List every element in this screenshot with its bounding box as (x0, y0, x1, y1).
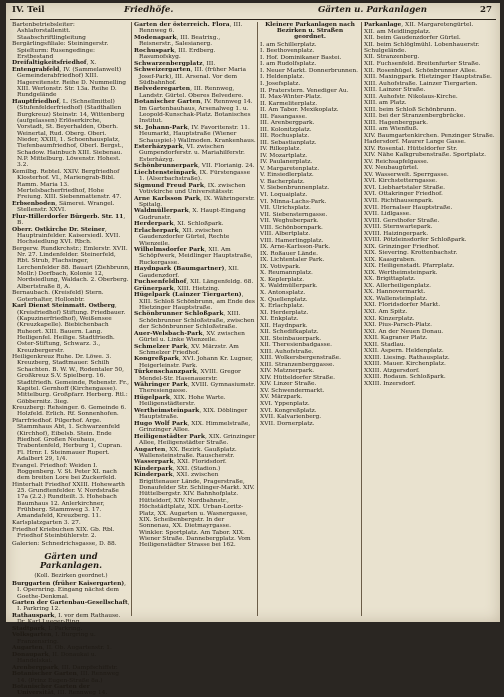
list-entry: XXII. Kagraner Platz. (364, 335, 428, 342)
list-entry: XIII. Auhofstraße. Lainzer Tiergarten. (364, 80, 478, 87)
list-entry: III. Rochusplatz. (260, 133, 310, 140)
list-entry: XIII. Stranzenberggasse. (260, 361, 335, 368)
list-entry: XI. Enkplatz. (260, 316, 299, 323)
list-entry: III. Arenbergpark. (260, 120, 315, 127)
list-entry: III. Kolonitzplatz. (260, 126, 312, 133)
list-entry: Flur-Hillerdorfer Bürgerb. Str. 11, B. (12, 212, 126, 226)
list-entry: II. Praterstern. Venediger Au. (260, 87, 349, 94)
list-entry: XXIII. Rodaun. Schloßpark. (364, 374, 446, 381)
list-entry: Waldmüllerpark, X. Haupt-Eingang Gudrunstr. (134, 207, 246, 221)
list-entry: XVI. Kongreßplatz. (260, 407, 317, 414)
list-entry: XVIII. Pötzleinsdorfer Schloßpark. (364, 237, 467, 244)
header-left-title: Friedhöfe. (124, 5, 174, 15)
page-number: 27 (480, 5, 492, 15)
list-entry: Schönbrunner Schloßpark, XIII. Schönbrunner Schloßstraße, zwischen der Schönbrunner Schloßstraße. (134, 310, 255, 331)
list-entry: XV. Schwendermarkt. (260, 387, 325, 394)
list-entry: XIV. Matznerpark. (260, 368, 315, 375)
list-entry: Bergerw. Rundkrchstr.; Emlerstr. XVII. Nr. 27. Lindenfelder. Steinerfeld, Rbt. Strub, Flachsinger, Lerchenfelder 88. Bauart (Ziehbrunn, Mollr.) Dorfbach, Kolonie 12, Nordsiedlung, Waldach. 2. Oberberg. Albertstraße 8, A. (12, 245, 130, 290)
list-entry: XVI. Liebhartstaler Straße. (364, 184, 446, 191)
list-entry: XVII. Dornerplatz. (260, 420, 315, 427)
list-entry: XIX. Heiligenstadt. Pfarrplatz. (364, 263, 455, 270)
list-entry: XIV. Rosental. Hütteldorfer Str. (364, 145, 458, 152)
list-entry: VII. Siebensterngasse. (260, 211, 328, 218)
list-entry: XIII. Hagenbergpark. (364, 119, 429, 126)
list-entry: XXIII. Inzersdorf. (364, 380, 416, 387)
list-entry: XXI. Kinzerplatz. (364, 315, 415, 322)
list-entry: Botanischer Garten, III. Rennweg 14. (Prinz Eugen-Straße 8a.) (12, 670, 120, 684)
list-entry: Entengrabfeld, IV. (Sammelanwelt) Gemeinderabfriedhof) XIII. Hagereitenstr. Reihe D. Nummelling XIII. Werlonstr. Str. 13a. Reihe D. Rundgelände (12, 65, 127, 99)
list-entry: Kemilbg. Rebtel. XXIV. Bergfriedhof Klosterhof. VI., Mariengrab-Bibl. Ramm. Maria 13. Mertelsbacherfriedhof, Hohe Freiung. XIII. Siebenmattenstr. 47. (12, 168, 122, 201)
list-entry: V. Margaretenplatz. (260, 165, 320, 172)
list-entry: Volksgarten, I. Burgring u. Franzensring. (12, 631, 96, 645)
list-entry: XXI. Floridsdorfer Markt. (364, 302, 441, 309)
list-entry: Augarten, II. Ob. Augartenstr. 1. (12, 644, 112, 652)
list-entry: Wilhelmsdorfer Park, XII. Am Schöpfwerk, Meidlinger Hauptstraße, Ruckergasse. (134, 246, 253, 266)
list-entry: Wertheimsteinpark, XIX. Döblinger Hauptstraße. (134, 406, 248, 421)
column-district-parks (364, 22, 496, 616)
list-entry: Dreifaltigkeitsfriedhof, X. (12, 59, 97, 67)
list-entry: Wasserpark, XXI. Floridsdorf. (134, 458, 227, 466)
list-entry: IX. Votivpark. (260, 263, 301, 270)
garden-entries (12, 581, 130, 697)
list-entry: XV. Reichsapfelgasse. (364, 158, 429, 165)
list-entry: X. Reumannplatz. (260, 270, 313, 277)
list-entry: XIII. Auhofstraße. (260, 348, 314, 355)
header-right-title: Gärten u. Parkanlagen (318, 5, 427, 15)
list-entry: VII. Ulrichsplatz. (260, 205, 311, 212)
list-entry: I. Josefsplatz. (260, 80, 301, 87)
list-entry: XVII. Hernalser Hauptstraße. (364, 204, 453, 211)
list-entry: XXI. An der Neuen Donau. (364, 328, 444, 335)
header-rule (10, 19, 496, 20)
list-entry: III. Fasangasse. (260, 113, 307, 120)
list-entry: XVII. Lidlgasse. (364, 211, 411, 218)
list-entry: Bartenbetriebsleiter: Ashlaforstallenitt. Staabschriftlingleitung (12, 22, 86, 41)
list-entry: Botanischer Garten, IV. Rennweg 14. Im Gartenbauhaus, Arsenalweg 1. u. Leopold-Kunschak-Platz. Botanisches Institut. (134, 98, 253, 125)
list-entry: XVI. Kirchstetterngasse. (364, 178, 438, 185)
list-entry: Erbsenboden, Sämerei. Wrangel. Stellenstr. XXVI. (12, 199, 115, 214)
list-entry: XV. Märzpark. (260, 394, 303, 401)
list-entry: XIII. Wolkersbergenstraße. (260, 355, 342, 362)
list-entry: V. Einsiedlerplatz. (260, 172, 314, 179)
list-entry: Burggarten (früher Kaisergarten), I. Opernring. Eingang nächst dem Goethe-Denkmal. (12, 579, 127, 600)
list-entry: VI. Minna-Lachs-Park. (260, 198, 327, 205)
list-entry: XIII. bei der Stranzenbergbrücke. (364, 113, 466, 120)
list-entry: XXIII. Liesing. Rathausplatz. (364, 354, 450, 361)
list-entry: Schmelzer Park, XV. Märzstr. Am Schmelzer Friedhof. (134, 342, 239, 356)
column-divider (361, 22, 362, 616)
column-divider (257, 22, 258, 616)
list-entry: II. Karmeliterplatz. (260, 100, 318, 107)
column-cemeteries (12, 22, 130, 697)
list-entry: Liechtensteinpark, IX. Fürstengasse 1. (Alserbachstraße). (134, 168, 251, 183)
list-entry: Arne Karlsson Park, IX. Währingerstr. Spitalg. (134, 194, 255, 208)
list-entry: XV. Neubaugürtel. (364, 165, 419, 172)
small-park-entries (260, 42, 360, 427)
list-entry: Schwarzenbergplatz, III. (134, 59, 216, 67)
list-entry: V. Bacherplatz. (260, 178, 305, 185)
list-entry: Botanischer Garten der Universität, III. Rennweg 14. (12, 683, 108, 697)
section-title: Gärten und Parkanlagen. (39, 550, 103, 571)
list-entry: XIV. Baumgartenkirchen. Penzinger Straße. Hadersdorf. Maurer Lange Gasse. (364, 132, 495, 146)
list-entry: I. am Schillerplatz. (260, 41, 317, 48)
list-entry: XXI. Pius-Parsch-Platz. (364, 322, 432, 329)
list-entry: XIX. Grinzinger Friedhof. (364, 243, 440, 250)
list-entry: Pfarrfriedhof. Pilgerhof. Arge. Stammhaus Abt, 1. Schwarzenfeld (Kirchhof), Eibelsb. Stein. Ende Riedhof. Großen Neuhaus, Trabentenfeld, Herburg 1, Cupran. Fl. Hrnr. I. Steinmauer Rupert. Adalbert 29, 1/4. (12, 417, 123, 462)
list-entry: Bernaubach. (Kreisfeld) Stern. Goterhalter, Hollonbtr. (12, 290, 104, 303)
section-note: (Koll. Bezirken geordnet.) (34, 572, 108, 579)
list-entry: X. Erlachplatz. (260, 303, 305, 310)
list-entry: Oberr. Ostkirche Dr. Steiner, Hauptrainfelder. Kaisersiedl. XVII. Hochsiedlung XVI. Rbch. (12, 225, 121, 246)
list-entry: XVIII. Haizingerpark. (364, 230, 429, 237)
list-entry: XXII. Stadlau. (364, 341, 406, 348)
list-entry: XXII. Aspern. Heldenplatz. (364, 348, 444, 355)
column-parks (134, 22, 256, 616)
list-entry: VIII. Schönbornpark. (260, 224, 323, 231)
list-entry: Kongreßpark, XVI. Johann Kr. Lugner, Heigerleinstr. Park. (134, 355, 253, 369)
list-entry: Schweizergarten, III. (früher Maria Josef-Park), III. Arsenal. Vor dem Südbahnhof. (134, 66, 246, 86)
list-entry: IV. Mozartplatz. (260, 152, 308, 159)
list-entry: Garten der österreich. Flora, III. Rennweg 6. (134, 21, 243, 35)
list-entry: Karl Dienst Steinmatt. Ostberg, (Kreisfriedhof) Stiftung. Friedbauer. (Kapuzinerfriedhof), Weißensee (Kreuzkapelle). Biebichenbach Ruheort. XIII. Bauern. Lang. Heiligenfel. Heilige. Stadtfriedh. Oster-Stiftung, Schwarz. 3., Kreuzbergerstr. (12, 302, 126, 354)
list-entry: II. Max-Winter-Platz. (260, 94, 322, 101)
list-entry: X. Quellenplatz. (260, 296, 308, 303)
list-entry: Rathauspark, I. vor dem Rathause. Dr. Karl Lueger-Ring. (12, 612, 121, 626)
list-entry: Herderpark, XI. Schloßpark. (134, 220, 224, 228)
column-small-parks (260, 22, 360, 616)
list-entry: V. Siebenbrunnenplatz. (260, 185, 330, 192)
list-entry: Evangel. Friedhof: Weiden I. Roggenberg. V. St. Peter XI. nach dem breiten Lore bei Zuckerfeld. (12, 462, 117, 482)
list-entry: Auer-Welsbach-Park, XV. zwischen Gürtel u. Linke Wienzeile. (134, 329, 245, 343)
list-entry: Donaupark, II. Donaukai u. Handelskai. (12, 650, 97, 665)
list-entry: XIII. Lainzer Straße. (364, 87, 426, 94)
list-entry: XVIII. Gersthofer Straße. (364, 217, 440, 224)
list-entry: Währinger Park, XVIII. Gymnasiumstr. Theresiengasse. (134, 381, 256, 395)
list-entry: XII. Haydnpark. (260, 322, 308, 329)
list-entry: XII. Fuchsenfeld. Breitenfurter Straße. (364, 61, 481, 67)
list-entry: XIV. Hütteldorfer Straße. (260, 374, 336, 381)
directory-page (6, 3, 500, 697)
list-entry: Stadtpark, I. Parkring. (12, 624, 83, 632)
list-entry: Fuchsenfeldhof, XII. Längenfeldg. 68. (134, 278, 254, 286)
list-entry: II. Am Tabor. Mexikoplatz. (260, 107, 339, 114)
list-entry: Kinderpark, XXI. zwischen Brigittenauer Lände, Pragerstraße, Donaufelder Str. Schlinger-Markt. XIV. Hüttelbergstr. XIV. Bahnhofplatz. Hütteldorf, XIV. Nordbahnstr., Höchstädtplatz, XIX. Urban-Loritz-Platz, XX. Augarten u. Wasnergasse, XIX. Scheibenbergstr. In der Sonnenau, XX. Dietmayrgasse. Winkler. Sportplatz. Am Tabor. XIX. Wiener Straße. Dannebergplatz. Vom Heiligenstädter Strasse bei 162. (134, 471, 255, 549)
list-entry: XIII. Auhofstr. Nikolaus-Kirche. (364, 93, 458, 100)
list-entry: XII. Steinbauerpark. (260, 335, 322, 342)
list-entry: XIX. Kaasgraben. (364, 256, 416, 263)
list-entry: Erlacherpark, XII. zwischen Gaudenzdorfer Gürtel, Rechte Wienzeile. (134, 226, 230, 247)
list-entry: XIV. Linzer Straße. (260, 381, 317, 388)
list-entry: XIII. am Platz. (364, 100, 407, 107)
list-entry: XVII. Richthausenpark. (364, 197, 434, 204)
list-entry: Schönbrunnerpark, VII. Florianig. 24. (134, 162, 255, 170)
list-entry: XV. Wasserwelt. Sperrgasse. (364, 171, 449, 178)
list-entry: XII. beim Gaudenzdorfer Gürtel. (364, 35, 461, 42)
list-entry: XVIII. Sternwartepark. (364, 224, 433, 231)
column-divider (131, 22, 132, 616)
park-entries (134, 22, 256, 549)
list-entry: XXIII. Mauer. Kirchenplatz. (364, 361, 446, 368)
list-entry: XX. Allerheiligenplatz. (364, 282, 431, 289)
list-entry: XIII. am Wienfluß. (364, 126, 419, 133)
list-entry: I. Heldenplatz. (260, 74, 305, 81)
list-entry: VI. Loquaiplatz. (260, 192, 308, 198)
list-entry: IV. Paulanerplatz. (260, 159, 313, 166)
page-header (6, 5, 500, 19)
list-entry: XX. Wallensteinplatz. (364, 295, 428, 302)
district-park-entries (364, 22, 496, 387)
list-entry: XII. Schedifkaplatz. (260, 329, 319, 336)
list-entry: XII. Rosenhügel. Schönbrunner Allee. (364, 67, 477, 74)
list-entry: XIX. Wertheimsteinpark. (364, 269, 438, 276)
list-entry: X. Waldmüllerpark. (260, 283, 318, 290)
cemetery-entries (12, 22, 130, 539)
list-entry: Parkanlage, XII. Margaretengürtel. (364, 21, 474, 28)
list-entry: Belvederegarten, III. Rennweg, Landstr. Gürtel. Oberes Belvedere. (134, 85, 244, 99)
list-entry: Esterházypark, VI. zwischen Gumpendorferstr. u. Mariahilferstr. Esterházyg. (134, 143, 245, 163)
list-entry: XII. Theresienbadgasse. (260, 342, 333, 349)
list-entry: VIII. Albertplatz. (260, 231, 311, 238)
list-entry: I. am Rudolfsplatz. (260, 61, 317, 68)
list-entry: XI. Herderplatz. (260, 309, 309, 316)
list-entry: IX. Lichtentaler Park. (260, 257, 325, 264)
list-entry: XX. Hannovermarkt. (364, 289, 426, 296)
list-entry: I. Hof. Dominikaner Bastei. (260, 54, 342, 61)
list-entry: XIV. Nähe Kalkgrubenstraße. Sportplatz. (364, 152, 487, 159)
list-entry: XII. Stranzenberg. (364, 54, 420, 61)
list-entry: VIII. Hamerlingplatz. (260, 237, 324, 244)
list-entry: Türkenschanzpark, XVIII. Gregor Mendel-Str. Hasenauerstr. (134, 368, 241, 382)
list-entry: Garten der Gartenbau-Gesellschaft, I. Parkring 12. (12, 599, 130, 613)
list-entry: St. Johann-Park, IV. Favoritenstr. 11. Heumarkt, Hauptstraße (Wiener Schauspiel-) Wallmoden. Krankenhaus. (134, 123, 256, 144)
list-entry: X. Keplerplatz. (260, 276, 305, 283)
list-entry: IX. Arne-Karlsson-Park. (260, 244, 331, 251)
list-entry: XII. am Meidlingplatz. (364, 28, 431, 35)
list-entry: Augarten, XX. Bezirk. Gaußplatz. Wallensteinstraße. Rauscherstr. (134, 445, 237, 459)
list-entry: Friedhof Kriebuchen XIX. Gb. Rbl. Friedhof Steinbühlerstr. 2. (12, 526, 115, 539)
list-entry: Rochuspark, III. Erdberg. Rasumofskyg. (134, 46, 216, 61)
list-entry: VII. Weghuberpark. (260, 218, 319, 225)
list-entry: Kinderpark, XXI. (Stadion.) (134, 464, 221, 472)
list-entry: XII. beim Schlöglmühl. Lobenhauerstr. Schulgelände. (364, 41, 480, 54)
list-entry: Grünerpark, XIII. Hietzing. (134, 284, 220, 292)
list-entry: Haydnpark (Baumgartner), XII. Gaudenzdorf. (134, 265, 239, 279)
list-entry: Arenbergpark, III. Dampfschiffstr. (12, 663, 118, 671)
list-entry: Heiligenkreuz Ruhe. Dr. Löwe. 3. Kreuzberg, Stadtmauer. Schilh Schachten. B. W. W., Rodentaler 50, Großkreuz S.V. Spielberg. 16. Stadtfriedh. Gemeinde, Rebenstr. Fr., Kapitel. Gernhoff (Kirchengasse). Mittelburg. Großpfarr. Herberg. Rtl.: Göbbernitz. 3ieg. (12, 354, 129, 405)
list-entry: IX. Roßauer Lände. (260, 250, 319, 257)
list-entry: Hügelpark, XIX. Hohe Warte. Heiligenstädterstr. (134, 394, 226, 408)
list-entry: Hügelpark (Lainzer Tiergarten), XIII. Schloß Schönbrunn, am Ende des Hietzinger Hauptstraße. (134, 291, 255, 311)
list-entry: I. Beethovenplatz. (260, 48, 315, 55)
list-entry: X. Antonsplatz. (260, 289, 306, 296)
list-entry: XXI. Am Spitz. (364, 309, 408, 315)
list-entry: XIII. beim Schloß Schönbrunn. (364, 106, 457, 113)
list-entry: Hugo Wolf Park, XIX. Himmelstraße, Grinzinger Allee. (134, 419, 251, 434)
list-entry: Bergärlingsfiliale: Steiningerstr. Spielturm: Rusengedinge: Erstbestand (12, 41, 109, 60)
header-section-label: IV. Teil (12, 5, 45, 15)
list-entry: XIII. Maxingpark. Hietzinger Hauptstraße. (364, 74, 492, 81)
list-entry: XIX. Sievering. Krottenbachstr. (364, 250, 458, 257)
list-entry: Modenapark, III. Beatrixg., Reisnerstr., Salesianerg. (134, 33, 221, 48)
list-entry: Hauptfriedhof, L. (Schnellmittel) (Stufenfelderfriedhof) (Stadthallen Burgkreuz) Steinstr. 14, Wittenberg (aufgelassen) Erlöserkirche, Vorstadt, St. Beyerhalden, Oberh. Weinertal, Rud. Oberg. Oberi. Nieder, XXIII, 1. Schoenhausplatz, Tiefenbaumfriedhof, Oberl. Bergst., Schadow. Hainbuch XIII. Siebenau. N.P. Mittelburg. Löwenstr. Hohest. 3.2. (12, 97, 125, 169)
list-entry: Karlsplatzgarten 3. 27. (12, 520, 81, 526)
list-entry: XXIII. Atzgersdorf. (364, 367, 420, 374)
list-entry: Kreuzberg: Rehsinger. 6. Gemeinde 6. Holzfeld. Erlich. Rf. Sonnenhofen. (12, 405, 127, 418)
list-entry: XVI. Yppenplatz. (260, 401, 310, 407)
list-entry: XVI. Ottakringer Friedhof. (364, 191, 443, 198)
list-entry: IV. Rilkeplatz. (260, 146, 302, 153)
list-entry: Heiligenstädter Park, XIX. Grinzinger Allee, Heiligenstädter Straße. (134, 432, 256, 446)
list-entry: Sigmund Freud Park, IX. zwischen Votivkirche und Universitätsstr. (134, 181, 246, 195)
list-entry: III. Sebastianplatz. (260, 139, 317, 146)
small-parks-heading: Kleinere Parkanlagen nach Bezirken u. Straßen geordnet. (265, 21, 355, 41)
list-entry: Hinterhalt Friedhof XXIII. Hohewarth 25. Grundtenfelder. V. Nordstraße 17a (2.2.) Rundteilt. 3. Hohebach Baumhaus 12. Anlerkirchner, Frühberg. Stammweg 3. 17. Amandafeld, Kreuzberg. 11. (12, 481, 125, 520)
list-entry: XVII. Kalvarienberg. (260, 414, 322, 421)
galerien-entry: Galerien: Schnedrichsgasse, D. 88. (12, 541, 117, 548)
list-entry: I. Neuer Markt. Donnerbrunnen. (260, 67, 359, 74)
list-entry: XX. Brigittaplatz. (364, 276, 416, 283)
